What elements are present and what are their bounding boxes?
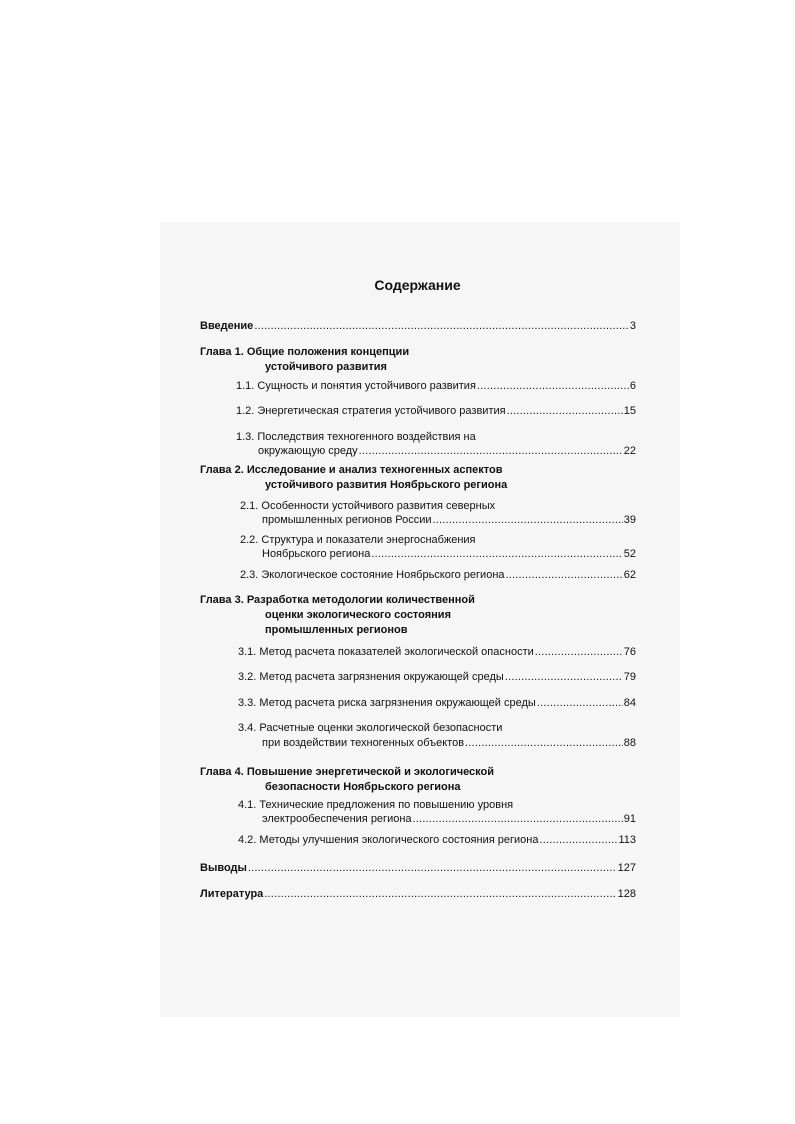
toc-leader-dots	[433, 514, 623, 527]
toc-leader-dots	[506, 569, 623, 582]
toc-entry-label: 1.1. Сущность и понятия устойчивого развития	[236, 380, 476, 392]
page-title: Содержание	[374, 277, 461, 293]
toc-leader-dots	[371, 548, 622, 561]
toc-page-number: 62	[623, 569, 636, 581]
toc-entry-2-2[interactable]	[262, 548, 636, 561]
toc-page-number: 6	[629, 380, 636, 392]
toc-leader-dots	[537, 697, 623, 710]
toc-entry-1-3-line1: 1.3. Последствия техногенного воздействия на	[236, 431, 476, 443]
toc-leader-dots	[539, 834, 617, 847]
toc-entry-1-3[interactable]	[258, 445, 636, 458]
toc-entry-label: электрообеспечения региона	[262, 813, 412, 825]
toc-entry-literature[interactable]	[200, 888, 636, 901]
toc-page-number: 88	[623, 737, 636, 749]
toc-entry-label: 4.2. Методы улучшения экологического состояния региона	[238, 834, 539, 846]
toc-entry-2-3[interactable]	[240, 569, 636, 582]
toc-entry-3-3[interactable]	[238, 697, 636, 710]
toc-entry-3-2[interactable]	[238, 671, 636, 684]
toc-entry-1-2[interactable]	[236, 405, 636, 418]
toc-entry-label: 1.2. Энергетическая стратегия устойчивого развития	[236, 405, 506, 417]
toc-leader-dots	[507, 405, 623, 418]
chapter-2-title-line2: устойчивого развития Ноябрьского региона	[265, 479, 508, 491]
toc-leader-dots	[413, 813, 623, 826]
toc-page-number: 113	[618, 834, 636, 846]
toc-page-number: 39	[623, 514, 636, 526]
chapter-1-heading	[200, 345, 409, 375]
toc-entry-label: 3.2. Метод расчета загрязнения окружающей среды	[238, 671, 504, 683]
toc-entry-conclusions[interactable]	[200, 862, 636, 875]
toc-entry-4-1[interactable]	[262, 813, 636, 826]
toc-leader-dots	[465, 737, 623, 750]
toc-entry-2-1[interactable]	[262, 514, 636, 527]
toc-entry-3-1[interactable]	[238, 646, 636, 659]
chapter-2-title-line1: Глава 2. Исследование и анализ техногенных аспектов	[200, 464, 503, 476]
chapter-3-title-line2: оценки экологического состояния	[265, 609, 451, 621]
chapter-4-heading	[200, 765, 494, 795]
toc-page-number: 128	[617, 888, 636, 900]
toc-entry-label: 2.3. Экологическое состояние Ноябрьского региона	[240, 569, 505, 581]
toc-entry-label: Ноябрьского региона	[262, 548, 371, 560]
toc-entry-4-2[interactable]	[238, 834, 636, 847]
toc-entry-label: Введение	[200, 320, 254, 332]
chapter-1-title-line2: устойчивого развития	[265, 361, 387, 373]
toc-entry-1-1[interactable]	[236, 380, 636, 393]
chapter-4-title-line2: безопасности Ноябрьского региона	[265, 781, 461, 793]
toc-entry-label: при воздействии техногенных объектов	[262, 737, 465, 749]
chapter-4-title-line1: Глава 4. Повышение энергетической и экологической	[200, 766, 495, 778]
toc-page-number: 91	[623, 813, 636, 825]
toc-entry-label: окружающую среду	[258, 445, 358, 457]
toc-page-number: 22	[623, 445, 636, 457]
chapter-1-title-line1: Глава 1. Общие положения концепции	[200, 346, 410, 358]
toc-leader-dots	[264, 888, 616, 901]
toc-entry-2-1-line1: 2.1. Особенности устойчивого развития северных	[240, 500, 496, 512]
chapter-3-heading	[200, 593, 475, 638]
chapter-2-heading	[200, 463, 507, 493]
toc-entry-label: 3.1. Метод расчета показателей экологической опасности	[238, 646, 534, 658]
toc-entry-label: промышленных регионов России	[262, 514, 432, 526]
toc-entry-2-2-line1: 2.2. Структура и показатели энергоснабжения	[240, 534, 476, 546]
toc-leader-dots	[535, 646, 623, 659]
toc-entry-3-4[interactable]	[262, 737, 636, 750]
toc-page-number: 3	[629, 320, 636, 332]
toc-entry-label: Литература	[200, 888, 264, 900]
toc-leader-dots	[477, 380, 629, 393]
toc-page-number: 84	[623, 697, 636, 709]
toc-entry-intro[interactable]	[200, 320, 636, 333]
toc-leader-dots	[505, 671, 623, 684]
toc-page-number: 52	[623, 548, 636, 560]
toc-leader-dots	[248, 862, 617, 875]
toc-page-number: 76	[623, 646, 636, 658]
toc-entry-3-4-line1: 3.4. Расчетные оценки экологической безопасности	[238, 722, 503, 734]
chapter-3-title-line3: промышленных регионов	[265, 624, 408, 636]
toc-leader-dots	[359, 445, 623, 458]
toc-entry-4-1-line1: 4.1. Технические предложения по повышению уровня	[238, 799, 514, 811]
toc-page-number: 127	[617, 862, 636, 874]
toc-entry-label: Выводы	[200, 862, 247, 874]
toc-page-number: 79	[623, 671, 636, 683]
toc-leader-dots	[254, 320, 629, 333]
toc-page-number: 15	[623, 405, 636, 417]
toc-entry-label: 3.3. Метод расчета риска загрязнения окружающей среды	[238, 697, 536, 709]
chapter-3-title-line1: Глава 3. Разработка методологии количественной	[200, 594, 475, 606]
